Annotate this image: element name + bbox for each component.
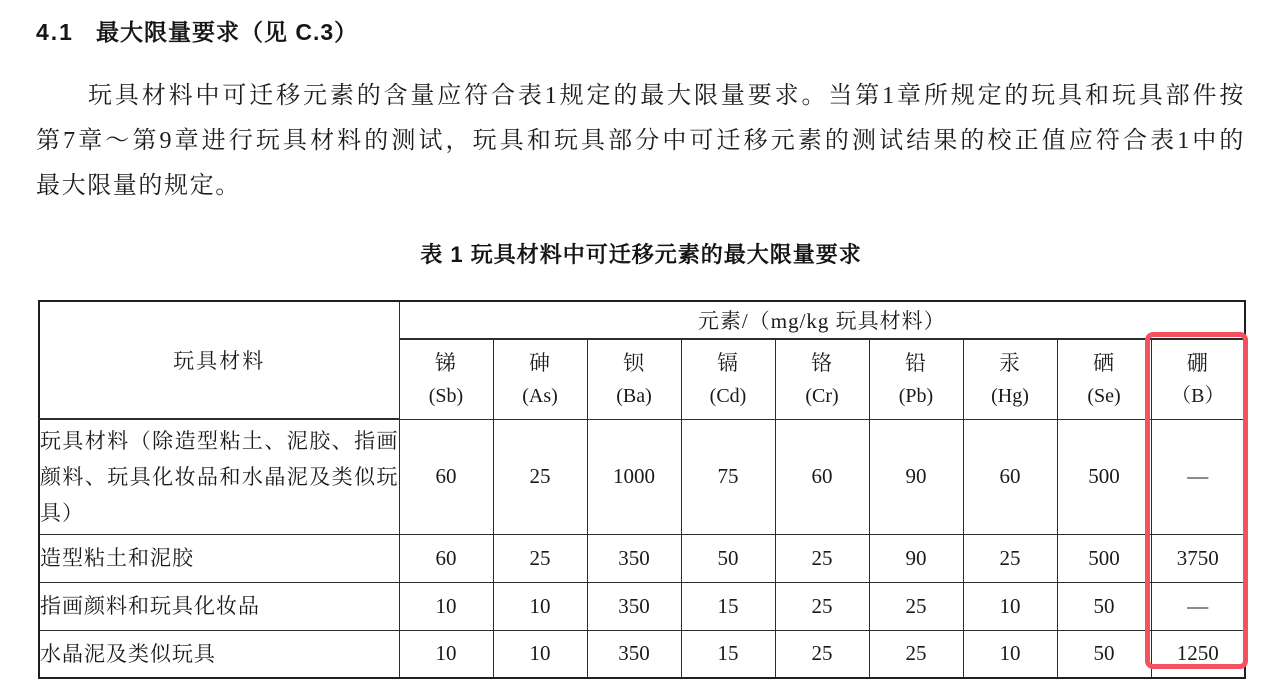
header-element-b xyxy=(1151,339,1245,419)
value-cell: 3750 xyxy=(1151,534,1245,582)
value-cell: 25 xyxy=(775,630,869,678)
value-cell: 25 xyxy=(493,534,587,582)
value-cell: 350 xyxy=(587,630,681,678)
table-caption: 表 1 玩具材料中可迁移元素的最大限量要求 xyxy=(420,242,862,267)
element-symbol: (Hg) xyxy=(991,385,1029,408)
header-material-column: 玩具材料 xyxy=(39,301,399,419)
value-cell: 1250 xyxy=(1151,630,1245,678)
limits-table xyxy=(38,300,1246,679)
value-cell: 500 xyxy=(1057,419,1151,534)
table-row xyxy=(39,582,1245,630)
value-cell: 90 xyxy=(869,534,963,582)
header-element-cr xyxy=(775,339,869,419)
value-cell: 350 xyxy=(587,582,681,630)
value-cell: 50 xyxy=(1057,582,1151,630)
material-cell: 指画颜料和玩具化妆品 xyxy=(39,582,399,630)
value-cell: 60 xyxy=(399,419,493,534)
value-cell: 90 xyxy=(869,419,963,534)
value-cell: 75 xyxy=(681,419,775,534)
header-element-as xyxy=(493,339,587,419)
value-cell: 60 xyxy=(775,419,869,534)
header-element-hg xyxy=(963,339,1057,419)
value-cell: 25 xyxy=(869,630,963,678)
material-cell: 玩具材料（除造型粘土、泥胶、指画颜料、玩具化妆品和水晶泥及类似玩具） xyxy=(39,419,399,534)
section-title: 最大限量要求（见 C.3） xyxy=(95,19,359,45)
element-symbol: （B） xyxy=(1171,385,1225,408)
element-symbol: (Cr) xyxy=(805,385,839,408)
paragraph-line: 第7章～第9章进行玩具材料的测试，玩具和玩具部分中可迁移元素的测试结果的校正值应符合表1中的 xyxy=(36,128,1245,154)
value-cell: 25 xyxy=(869,582,963,630)
value-cell: — xyxy=(1151,582,1245,630)
section-heading xyxy=(36,14,358,47)
element-name: 镉 xyxy=(717,351,739,376)
value-cell: 60 xyxy=(963,419,1057,534)
value-cell: 25 xyxy=(963,534,1057,582)
value-cell: — xyxy=(1151,419,1245,534)
element-symbol: (As) xyxy=(522,385,558,408)
element-name: 铬 xyxy=(811,351,833,376)
value-cell: 10 xyxy=(399,582,493,630)
element-name: 砷 xyxy=(529,351,551,376)
value-cell: 25 xyxy=(775,534,869,582)
header-element-se xyxy=(1057,339,1151,419)
element-name: 汞 xyxy=(999,351,1021,376)
value-cell: 500 xyxy=(1057,534,1151,582)
element-symbol: (Sb) xyxy=(428,385,464,408)
value-cell: 15 xyxy=(681,582,775,630)
element-name: 钡 xyxy=(623,351,645,376)
value-cell: 50 xyxy=(681,534,775,582)
value-cell: 25 xyxy=(493,419,587,534)
value-cell: 10 xyxy=(963,630,1057,678)
value-cell: 10 xyxy=(399,630,493,678)
value-cell: 10 xyxy=(963,582,1057,630)
element-symbol: (Cd) xyxy=(709,385,747,408)
value-cell: 10 xyxy=(493,630,587,678)
element-name: 锑 xyxy=(435,351,457,376)
material-cell: 造型粘土和泥胶 xyxy=(39,534,399,582)
header-elements-group: 元素/（mg/kg 玩具材料） xyxy=(399,301,1245,339)
value-cell: 1000 xyxy=(587,419,681,534)
header-element-ba xyxy=(587,339,681,419)
header-element-sb xyxy=(399,339,493,419)
paragraph-line: 最大限量的规定。 xyxy=(36,173,241,199)
section-number: 4.1 xyxy=(36,19,74,45)
body-paragraph xyxy=(36,74,1245,209)
element-symbol: (Pb) xyxy=(898,385,934,408)
header-element-pb xyxy=(869,339,963,419)
value-cell: 60 xyxy=(399,534,493,582)
table-row xyxy=(39,630,1245,678)
table-row xyxy=(39,534,1245,582)
value-cell: 25 xyxy=(775,582,869,630)
value-cell: 350 xyxy=(587,534,681,582)
paragraph-line: 玩具材料中可迁移元素的含量应符合表1规定的最大限量要求。当第1章所规定的玩具和玩具部件按 xyxy=(88,83,1245,109)
value-cell: 15 xyxy=(681,630,775,678)
header-element-cd xyxy=(681,339,775,419)
table-row xyxy=(39,419,1245,534)
element-symbol: (Ba) xyxy=(616,385,652,408)
element-symbol: (Se) xyxy=(1087,385,1121,408)
element-name: 铅 xyxy=(905,351,927,376)
value-cell: 10 xyxy=(493,582,587,630)
limits-table-container xyxy=(38,300,1246,679)
material-cell: 水晶泥及类似玩具 xyxy=(39,630,399,678)
element-name: 硼 xyxy=(1186,351,1209,376)
value-cell: 50 xyxy=(1057,630,1151,678)
element-name: 硒 xyxy=(1093,351,1115,376)
